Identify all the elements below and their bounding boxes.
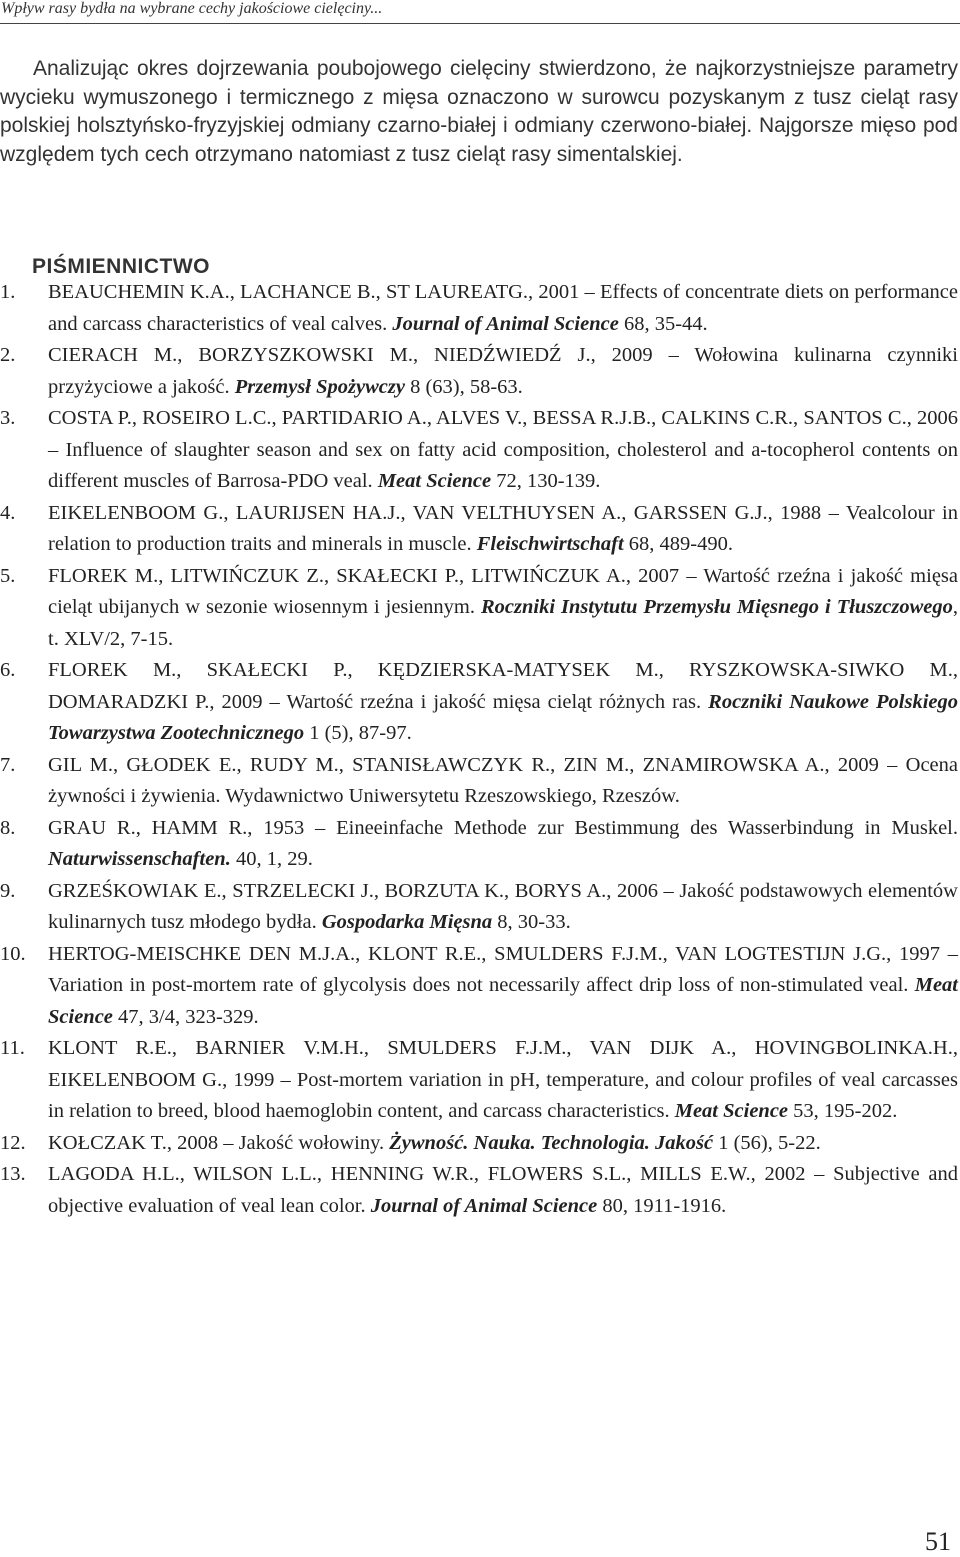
references-heading: PIŚMIENNICTWO xyxy=(32,255,210,278)
reference-details: 53, 195-202. xyxy=(788,1100,898,1122)
running-head-title: Wpływ rasy bydła na wybrane cechy jakościowe cielęciny... xyxy=(1,0,383,17)
reference-journal: Meat Science xyxy=(674,1100,789,1122)
reference-item xyxy=(0,750,958,813)
reference-journal: Meat Science xyxy=(48,974,958,1028)
reference-text: GIL M., GŁODEK E., RUDY M., STANISŁAWCZYK R., ZIN M., ZNAMIROWSKA A., 2009 – Ocena żywności i żywienia. Wydawnictwo Uniwersytetu Rzeszowskiego, Rzeszów. xyxy=(48,753,958,807)
reference-journal: Żywność. Nauka. Technologia. Jakość xyxy=(389,1131,714,1154)
reference-number: 10. xyxy=(0,942,26,965)
reference-item xyxy=(0,561,958,656)
reference-text: BEAUCHEMIN K.A., LACHANCE B., ST LAUREATG., 2001 – Effects of concentrate diets on performance and carcass characteristics of veal calves. xyxy=(48,281,958,335)
reference-details: 47, 3/4, 323-329. xyxy=(112,1005,259,1028)
reference-details: 80, 1911-1916. xyxy=(597,1194,727,1217)
reference-journal: Gospodarka Mięsna xyxy=(321,911,493,933)
reference-journal: Przemysł Spożywczy xyxy=(234,375,405,398)
reference-details: , t. XLV/2, 7-15. xyxy=(48,596,958,650)
reference-number: 12. xyxy=(0,1131,26,1154)
reference-number: 9. xyxy=(0,879,16,902)
reference-text: GRAU R., HAMM R., 1953 – Eineeinfache Methode zur Bestimmung des Wasserbindung in Muskel. xyxy=(48,816,958,839)
reference-text: EIKELENBOOM G., LAURIJSEN HA.J., VAN VELTHUYSEN A., GARSSEN G.J., 1988 – Vealcolour in relation to production traits and minerals in muscle. xyxy=(48,501,958,555)
reference-item xyxy=(0,340,958,403)
header-rule xyxy=(0,23,960,24)
conclusion-paragraph: Analizując okres dojrzewania poubojowego cielęciny stwierdzono, że najkorzystniejsze parametry wycieku wymuszonego i termicznego z mięsa oznaczono w surowcu pozyskanym z tusz cieląt rasy polskiej holsztyńsko-fryzyjskiej odmiany czarno-białej i odmiany czerwono-białej. Najgorsze mięso pod względem tych cech otrzymano natomiast z tusz cieląt rasy simentalskiej. xyxy=(0,57,958,166)
reference-journal: Roczniki Instytutu Przemysłu Mięsnego i Tłuszczowego xyxy=(481,596,953,618)
reference-journal: Journal of Animal Science xyxy=(370,1194,598,1217)
reference-text: FLOREK M., SKAŁECKI P., KĘDZIERSKA-MATYSEK M., RYSZKOWSKA-SIWKO M., DOMARADZKI P., 2009 – Wartość rzeźna i jakość mięsa cieląt różnych ras. xyxy=(48,659,958,713)
reference-number: 1. xyxy=(0,281,16,303)
reference-item xyxy=(0,813,958,876)
running-header xyxy=(0,0,960,30)
reference-journal: Meat Science xyxy=(377,470,492,492)
reference-journal: Journal of Animal Science xyxy=(392,312,619,335)
references-list xyxy=(0,277,958,1222)
reference-details: 72, 130-139. xyxy=(491,470,601,492)
reference-item xyxy=(0,1128,958,1160)
reference-text: KOŁCZAK T., 2008 – Jakość wołowiny. xyxy=(48,1131,390,1154)
reference-details: 1 (5), 87-97. xyxy=(304,722,412,744)
reference-item xyxy=(0,876,958,939)
reference-journal: Naturwissenschaften. xyxy=(48,848,231,870)
reference-item xyxy=(0,939,958,1034)
reference-text: GRZEŚKOWIAK E., STRZELECKI J., BORZUTA K., BORYS A., 2006 – Jakość podstawowych elementów kulinarnych tusz młodego bydła. xyxy=(48,879,958,933)
reference-details: 40, 1, 29. xyxy=(230,848,313,870)
reference-number: 4. xyxy=(0,501,16,524)
reference-journal: Roczniki Naukowe Polskiego Towarzystwa Zootechnicznego xyxy=(48,690,958,744)
reference-number: 6. xyxy=(0,659,16,681)
reference-journal: Fleischwirtschaft xyxy=(476,533,624,555)
reference-item xyxy=(0,277,958,340)
reference-item xyxy=(0,655,958,750)
reference-number: 3. xyxy=(0,407,16,429)
reference-number: 11. xyxy=(0,1037,25,1059)
reference-number: 13. xyxy=(0,1163,26,1185)
reference-item xyxy=(0,1159,958,1222)
page-number: 51 xyxy=(925,1527,951,1556)
reference-details: 68, 489-490. xyxy=(623,533,733,555)
reference-details: 8 (63), 58-63. xyxy=(404,375,523,398)
reference-item xyxy=(0,1033,958,1128)
reference-text: HERTOG-MEISCHKE DEN M.J.A., KLONT R.E., SMULDERS F.J.M., VAN LOGTESTIJN J.G., 1997 – Variation in post-mortem rate of glycolysis does not necessarily affect drip loss of non-stimulated veal. xyxy=(48,942,958,996)
reference-details: 1 (56), 5-22. xyxy=(713,1131,821,1154)
reference-text: COSTA P., ROSEIRO L.C., PARTIDARIO A., ALVES V., BESSA R.J.B., CALKINS C.R., SANTOS C., 2006 – Influence of slaughter season and sex on fatty acid composition, cholesterol and a-tocopherol contents on different muscles of Barrosa-PDO veal. xyxy=(48,407,958,492)
reference-text: KLONT R.E., BARNIER V.M.H., SMULDERS F.J.M., VAN DIJK A., HOVINGBOLINKA.H., EIKELENBOOM G., 1999 – Post-mortem variation in pH, temperature, and colour profiles of veal carcasses in relation to breed, blood haemoglobin content, and carcass characteristics. xyxy=(48,1037,958,1122)
reference-number: 7. xyxy=(0,753,16,776)
reference-text: CIERACH M., BORZYSZKOWSKI M., NIEDŹWIEDŹ J., 2009 – Wołowina kulinarna czynniki przyżyciowe a jakość. xyxy=(48,344,958,398)
reference-item xyxy=(0,498,958,561)
reference-item xyxy=(0,403,958,498)
reference-number: 5. xyxy=(0,564,16,587)
reference-details: 68, 35-44. xyxy=(618,312,708,335)
reference-number: 2. xyxy=(0,344,16,366)
reference-number: 8. xyxy=(0,816,16,839)
reference-text: FLOREK M., LITWIŃCZUK Z., SKAŁECKI P., LITWIŃCZUK A., 2007 – Wartość rzeźna i jakość mięsa cieląt ubijanych w sezonie wiosennym i jesiennym. xyxy=(48,564,958,618)
reference-text: LAGODA H.L., WILSON L.L., HENNING W.R., FLOWERS S.L., MILLS E.W., 2002 – Subjective and objective evaluation of veal lean color. xyxy=(48,1163,958,1217)
reference-details: 8, 30-33. xyxy=(492,911,571,933)
